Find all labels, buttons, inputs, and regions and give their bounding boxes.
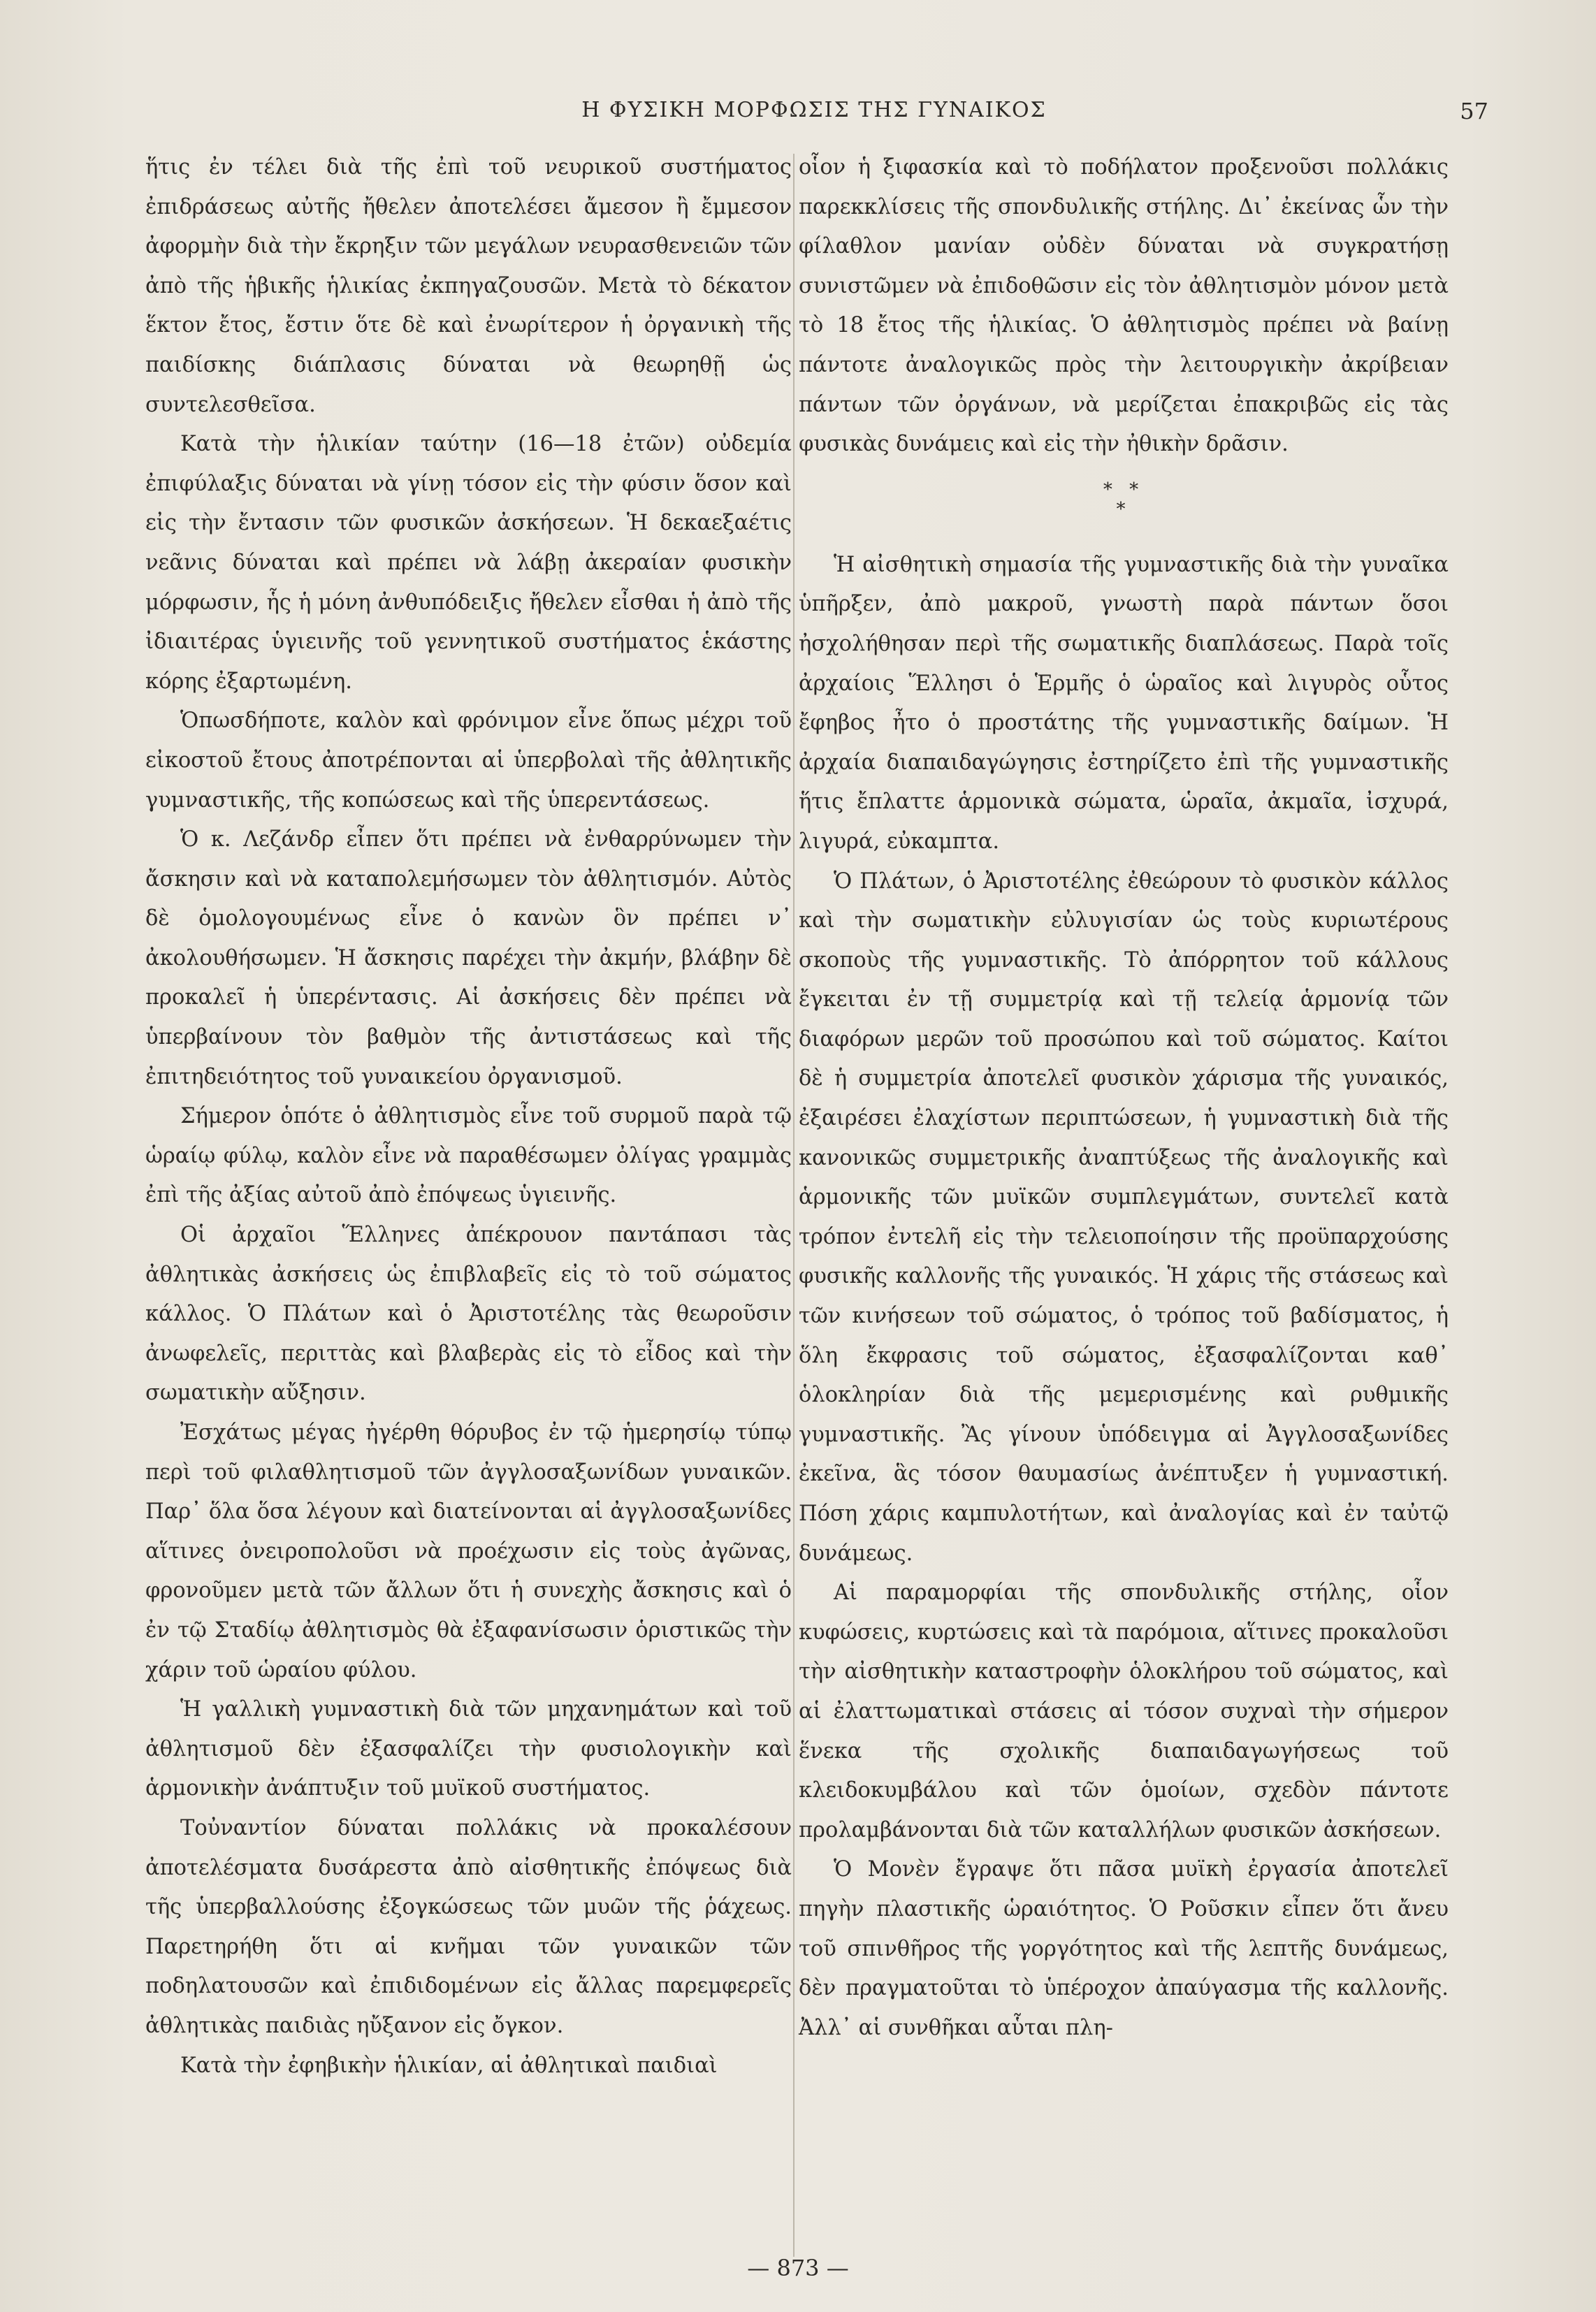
- running-title: Η ΦΥΣΙΚΗ ΜΟΡΦΩΣΙΣ ΤΗΣ ΓΥΝΑΙΚΟΣ: [581, 98, 1047, 122]
- paragraph: Ὁ κ. Λεζάνδρ εἶπεν ὅτι πρέπει νὰ ἐνθαρρύνωμεν τὴν ἄσκησιν καὶ νὰ καταπολεμήσωμεν τὸν ἀθλητισμόν. Αὐτὸς δὲ ὁμολογουμένως εἶνε ὁ κανὼν ὃν πρέπει ν᾽ ἀκολουθήσωμεν. Ἡ ἄσκησις παρέχει τὴν ἀκμήν, βλάβην δὲ προκαλεῖ ἡ ὑπερέντασις. Αἱ ἀσκήσεις δὲν πρέπει νὰ ὑπερβαίνουν τὸν βαθμὸν τῆς ἀντιστάσεως καὶ τῆς ἐπιτηδειότητος τοῦ γυναικείου ὀργανισμοῦ.: [145, 827, 792, 1089]
- column-divider: [793, 154, 795, 2257]
- asterisks-top: * *: [1103, 479, 1145, 500]
- left-column: [145, 148, 792, 2086]
- paragraph: Ἡ γαλλικὴ γυμναστικὴ διὰ τῶν μηχανημάτων καὶ τοῦ ἀθλητισμοῦ δὲν ἐξασφαλίζει τὴν φυσιολογικὴν καὶ ἁρμονικὴν ἀνάπτυξιν τοῦ μυϊκοῦ συστήματος.: [145, 1697, 792, 1801]
- page-footer-number: — 873 —: [747, 2255, 849, 2281]
- paragraph: Σήμερον ὁπότε ὁ ἀθλητισμὸς εἶνε τοῦ συρμοῦ παρὰ τῷ ὡραίῳ φύλῳ, καλὸν εἶνε νὰ παραθέσωμεν ὀλίγας γραμμὰς ἐπὶ τῆς ἀξίας αὐτοῦ ἀπὸ ἐπόψεως ὑγιεινῆς.: [145, 1104, 792, 1208]
- paragraph: Κατὰ τὴν ἡλικίαν ταύτην (16—18 ἐτῶν) οὐδεμία ἐπιφύλαξις δύναται νὰ γίνῃ τόσον εἰς τὴν φύσιν ὅσον καὶ εἰς τὴν ἔντασιν τῶν φυσικῶν ἀσκήσεων. Ἡ δεκαεξαέτις νεᾶνις δύναται καὶ πρέπει νὰ λάβῃ ἀκεραίαν φυσικὴν μόρφωσιν, ἧς ἡ μόνη ἀνθυπόδειξις ἤθελεν εἶσθαι ἡ ἀπὸ τῆς ἰδιαιτέρας ὑγιεινῆς τοῦ γεννητικοῦ συστήματος ἑκάστης κόρης ἐξαρτωμένη.: [145, 432, 792, 694]
- paragraph: Οἱ ἀρχαῖοι Ἕλληνες ἀπέκρουον παντάπασι τὰς ἀθλητικὰς ἀσκήσεις ὡς ἐπιβλαβεῖς εἰς τὸ τοῦ σώματος κάλλος. Ὁ Πλάτων καὶ ὁ Ἀριστοτέλης τὰς θεωροῦσιν ἀνωφελεῖς, περιττὰς καὶ βλαβερὰς εἰς τὸ εἶδος καὶ τὴν σωματικὴν αὔξησιν.: [145, 1223, 792, 1406]
- paragraph: Ὁπωσδήποτε, καλὸν καὶ φρόνιμον εἶνε ὅπως μέχρι τοῦ εἰκοστοῦ ἔτους ἀποτρέπονται αἱ ὑπερβολαὶ τῆς ἀθλητικῆς γυμναστικῆς, τῆς κοπώσεως καὶ τῆς ὑπερεντάσεως.: [145, 708, 792, 813]
- paragraph: οἷον ἡ ξιφασκία καὶ τὸ ποδήλατον προξενοῦσι πολλάκις παρεκκλίσεις τῆς σπονδυλικῆς στήλης. Δι᾽ ἐκείνας ὧν τὴν φίλαθλον μανίαν οὐδὲν δύναται νὰ συγκρατήσῃ συνιστῶμεν νὰ ἐπιδοθῶσιν εἰς τὸν ἀθλητισμὸν μόνον μετὰ τὸ 18 ἔτος τῆς ἡλικίας. Ὁ ἀθλητισμὸς πρέπει νὰ βαίνῃ πάντοτε ἀναλογικῶς πρὸς τὴν λειτουργικὴν ἀκρίβειαν πάντων τῶν ὀργάνων, νὰ μερίζεται ἐπακριβῶς εἰς τὰς φυσικὰς δυνάμεις καὶ εἰς τὴν ἠθικὴν δρᾶσιν.: [799, 155, 1449, 457]
- asterisks-bottom: *: [1116, 498, 1131, 520]
- paragraph: Ὁ Μονὲν ἔγραψε ὅτι πᾶσα μυϊκὴ ἐργασία ἀποτελεῖ πηγὴν πλαστικῆς ὡραιότητος. Ὁ Ροῦσκιν εἶπεν ὅτι ἄνευ τοῦ σπινθῆρος τῆς γοργότητος καὶ τῆς λεπτῆς δυνάμεως, δὲν πραγματοῦται τὸ ὑπέροχον ἀπαύγασμα τῆς καλλονῆς. Ἀλλ᾽ αἱ συνθῆκαι αὗται πλη-: [799, 1857, 1449, 2040]
- journal-page-number: 57: [1460, 98, 1488, 124]
- right-column: [799, 148, 1449, 2048]
- paragraph: Ἐσχάτως μέγας ἠγέρθη θόρυβος ἐν τῷ ἡμερησίῳ τύπῳ περὶ τοῦ φιλαθλητισμοῦ τῶν ἀγγλοσαξωνίδων γυναικῶν. Παρ᾽ ὅλα ὅσα λέγουν καὶ διατείνονται αἱ ἀγγλοσαξωνίδες αἵτινες ὀνειροπολοῦσι νὰ προέχωσιν εἰς τοὺς ἀγῶνας, φρονοῦμεν μετὰ τῶν ἄλλων ὅτι ἡ συνεχὴς ἄσκησις καὶ ὁ ἐν τῷ Σταδίῳ ἀθλητισμὸς θὰ ἐξαφανίσωσιν ὁριστικῶς τὴν χάριν τοῦ ὡραίου φύλου.: [145, 1420, 792, 1682]
- paragraph: ἥτις ἐν τέλει διὰ τῆς ἐπὶ τοῦ νευρικοῦ συστήματος ἐπιδράσεως αὐτῆς ἤθελεν ἀποτελέσει ἄμεσον ἢ ἔμμεσον ἀφορμὴν διὰ τὴν ἔκρηξιν τῶν μεγάλων νευρασθενειῶν τῶν ἀπὸ τῆς ἡβικῆς ἡλικίας ἐκπηγαζουσῶν. Μετὰ τὸ δέκατον ἕκτον ἔτος, ἔστιν ὅτε δὲ καὶ ἐνωρίτερον ἡ ὀργανικὴ τῆς παιδίσκης διάπλασις δύναται νὰ θεωρηθῇ ὡς συντελεσθεῖσα.: [145, 155, 792, 417]
- paragraph: Κατὰ τὴν ἐφηβικὴν ἡλικίαν, αἱ ἀθλητικαὶ παιδιαὶ: [180, 2053, 718, 2078]
- paragraph: Ἡ αἰσθητικὴ σημασία τῆς γυμναστικῆς διὰ τὴν γυναῖκα ὑπῆρξεν, ἀπὸ μακροῦ, γνωστὴ παρὰ πάντων ὅσοι ἠσχολήθησαν περὶ τῆς σωματικῆς διαπλάσεως. Παρὰ τοῖς ἀρχαίοις Ἕλλησι ὁ Ἑρμῆς ὁ ὡραῖος καὶ λιγυρὸς οὗτος ἔφηβος ἦτο ὁ προστάτης τῆς γυμναστικῆς δαίμων. Ἡ ἀρχαία διαπαιδαγώγησις ἐστηρίζετο ἐπὶ τῆς γυμναστικῆς ἥτις ἔπλαττε ἁρμονικὰ σώματα, ὡραῖα, ἀκμαῖα, ἰσχυρά, λιγυρά, εὐκαμπτα.: [799, 552, 1449, 854]
- paragraph: Τοὐναντίον δύναται πολλάκις νὰ προκαλέσουν ἀποτελέσματα δυσάρεστα ἀπὸ αἰσθητικῆς ἐπόψεως διὰ τῆς ὑπερβαλλούσης ἐξογκώσεως τῶν μυῶν τῆς ῥάχεως. Παρετηρήθη ὅτι αἱ κνῆμαι τῶν γυναικῶν τῶν ποδηλατουσῶν καὶ ἐπιδιδομένων εἰς ἄλλας παρεμφερεῖς ἀθλητικὰς παιδιὰς ηὔξανον εἰς ὄγκον.: [145, 1815, 792, 2038]
- paragraph: Ὁ Πλάτων, ὁ Ἀριστοτέλης ἐθεώρουν τὸ φυσικὸν κάλλος καὶ τὴν σωματικὴν εὐλυγισίαν ὡς τοὺς κυριωτέρους σκοποὺς τῆς γυμναστικῆς. Τὸ ἀπόρρητον τοῦ κάλλους ἔγκειται ἐν τῇ συμμετρίᾳ καὶ τῇ τελείᾳ ἁρμονίᾳ τῶν διαφόρων μερῶν τοῦ προσώπου καὶ τοῦ σώματος. Καίτοι δὲ ἡ συμμετρία ἀποτελεῖ φυσικὸν χάρισμα τῆς γυναικός, ἐξαιρέσει ἐλαχίστων περιπτώσεων, ἡ γυμναστικὴ διὰ τῆς κανονικῶς συμμετρικῆς ἀναπτύξεως τῆς ἀναλογικῆς καὶ ἁρμονικῆς τῶν μυϊκῶν συμπλεγμάτων, συντελεῖ κατὰ τρόπον ἐντελῆ εἰς τὴν τελειοποίησιν τῆς προϋπαρχούσης φυσικῆς καλλονῆς τῆς γυναικός. Ἡ χάρις τῆς στάσεως καὶ τῶν κινήσεων τοῦ σώματος, ὁ τρόπος τοῦ βαδίσματος, ἡ ὅλη ἔκφρασις τοῦ σώματος, ἐξασφαλίζονται καθ᾽ ὁλοκληρίαν διὰ τῆς μεμερισμένης καὶ ρυθμικῆς γυμναστικῆς. Ἂς γίνουν ὑπόδειγμα αἱ Ἀγγλοσαξωνίδες ἐκεῖνα, ἃς τόσον θαυμασίως ἀνέπτυξεν ἡ γυμναστική. Πόση χάρις καμπυλοτήτων, καὶ ἀναλογίας καὶ ἐν ταὐτῷ δυνάμεως.: [799, 868, 1449, 1566]
- paragraph: Αἱ παραμορφίαι τῆς σπονδυλικῆς στήλης, οἷον κυφώσεις, κυρτώσεις καὶ τὰ παρόμοια, αἵτινες προκαλοῦσι τὴν αἰσθητικὴν καταστροφὴν ὁλοκλήρου τοῦ σώματος, καὶ αἱ ἐλαττωματικαὶ στάσεις αἱ τόσον συχναὶ τὴν σήμερον ἕνεκα τῆς σχολικῆς διαπαιδαγωγήσεως τοῦ κλειδοκυμβάλου καὶ τῶν ὁμοίων, σχεδὸν πάντοτε προλαμβάνονται διὰ τῶν καταλλήλων φυσικῶν ἀσκήσεων.: [799, 1580, 1449, 1842]
- section-break-asterisks: [799, 480, 1449, 519]
- running-header: [140, 98, 1488, 140]
